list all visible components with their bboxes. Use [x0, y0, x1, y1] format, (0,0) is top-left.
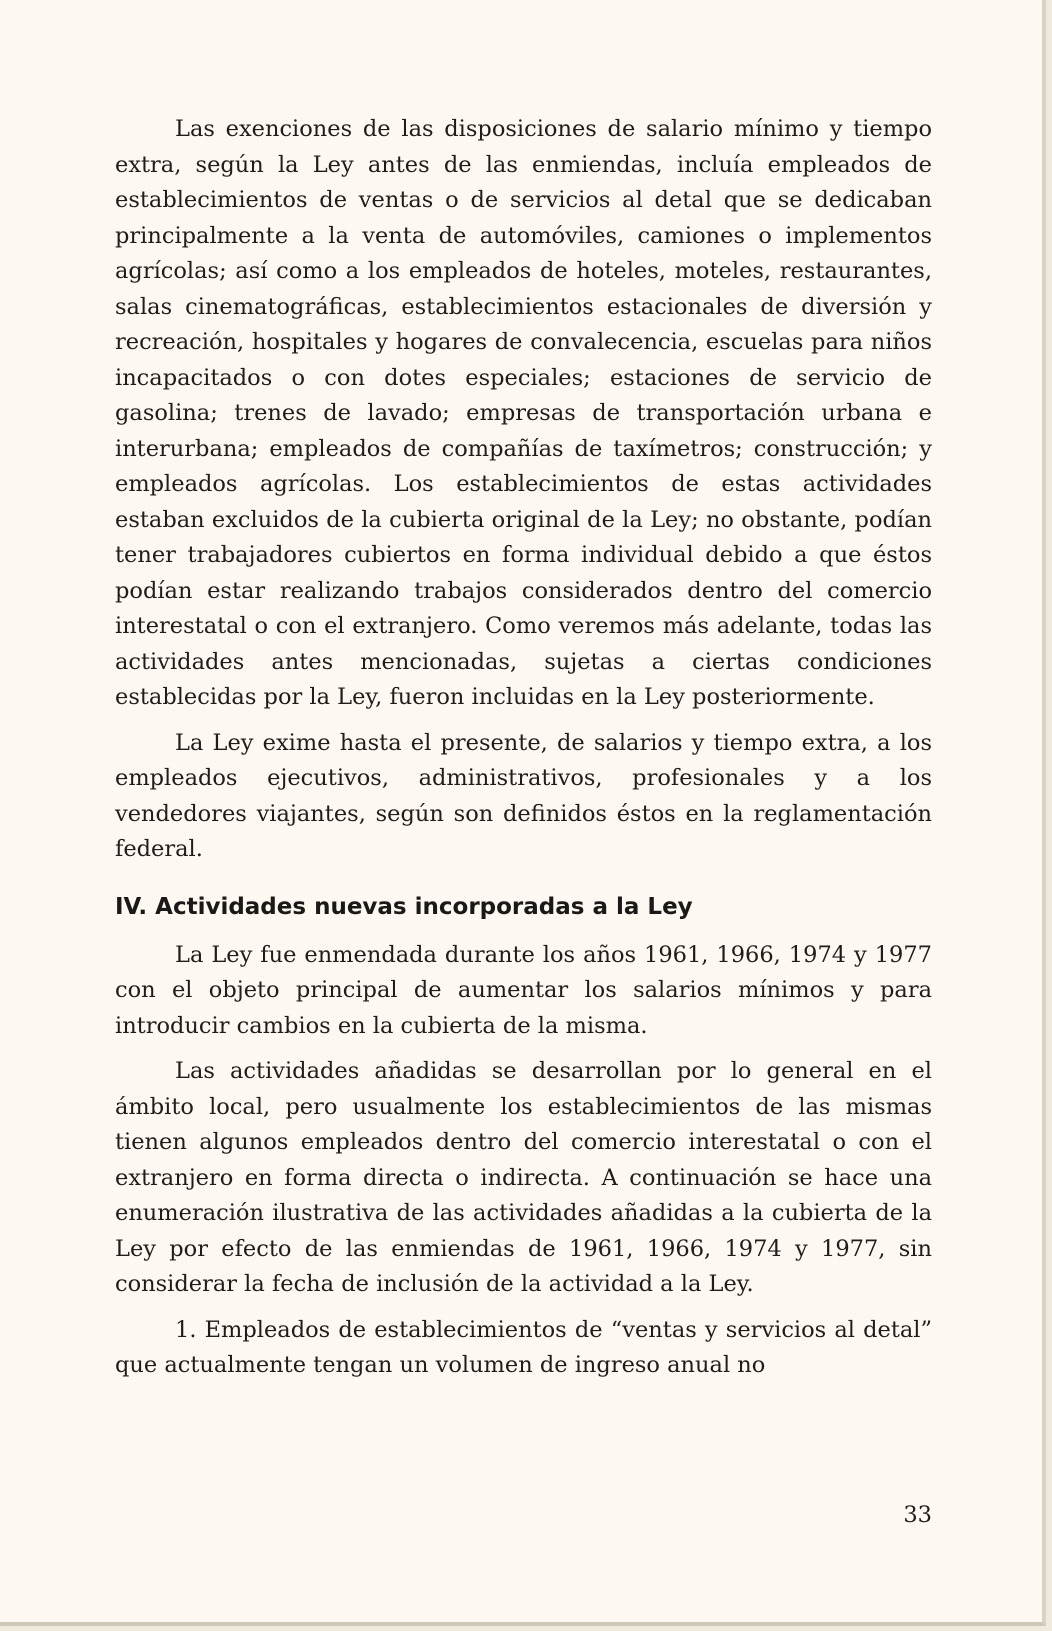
page-number: 33 — [903, 1502, 932, 1528]
paragraph-current-exemptions: La Ley exime hasta el presente, de salarios y tiempo extra, a los empleados ejecutivos, administrativos, profesionales y a los vendedores viajantes, según son definidos éstos en la reglamentación federal. — [115, 729, 932, 862]
paragraph-amendment-years: La Ley fue enmendada durante los años 1961, 1966, 1974 y 1977 con el objeto principal de aumentar los salarios mínimos y para introducir cambios en la cubierta de la misma. — [115, 941, 932, 1039]
body-text — [115, 112, 932, 1384]
paragraph-added-activities: Las actividades añadidas se desarrollan por lo general en el ámbito local, pero usualmente los establecimientos de las mismas tienen algunos empleados dentro del comercio interestatal o con el extranjero en forma directa o indirecta. A continuación se hace una enumeración ilustrativa de las actividades añadidas a la cubierta de la Ley por efecto de las enmiendas de 1961, 1966, 1974 y 1977, sin considerar la fecha de inclusión de la actividad a la Ley. — [115, 1058, 932, 1297]
paragraph-exemptions-before-amendments: Las exenciones de las disposiciones de salario mínimo y tiempo extra, según la Ley antes de las enmiendas, incluía empleados de establecimientos de ventas o de servicios al detal que se dedicaban principalmente a la venta de automóviles, camiones o implementos agrícolas; así como a los empleados de hoteles, moteles, restaurantes, salas cinematográficas, establecimientos estacionales de diversión y recreación, hospitales y hogares de convalecencia, escuelas para niños incapacitados o con dotes especiales; estaciones de servicio de gasolina; trenes de lavado; empresas de transportación urbana e interurbana; empleados de compañías de taxímetros; construcción; y empleados agrícolas. Los establecimientos de estas actividades estaban excluidos de la cubierta original de la Ley; no obstante, podían tener trabajadores cubiertos en forma individual debido a que éstos podían estar realizando trabajos considerados dentro del comercio interestatal o con el extranjero. Como veremos más adelante, todas las actividades antes mencionadas, sujetas a ciertas condiciones establecidas por la Ley, fueron incluidas en la Ley posteriormente. — [115, 116, 932, 710]
section-heading: IV. Actividades nuevas incorporadas a la Ley — [115, 893, 693, 920]
paragraph-item-1: 1. Empleados de establecimientos de “ventas y servicios al detal” que actualmente tengan un volumen de ingreso anual no — [115, 1316, 932, 1378]
